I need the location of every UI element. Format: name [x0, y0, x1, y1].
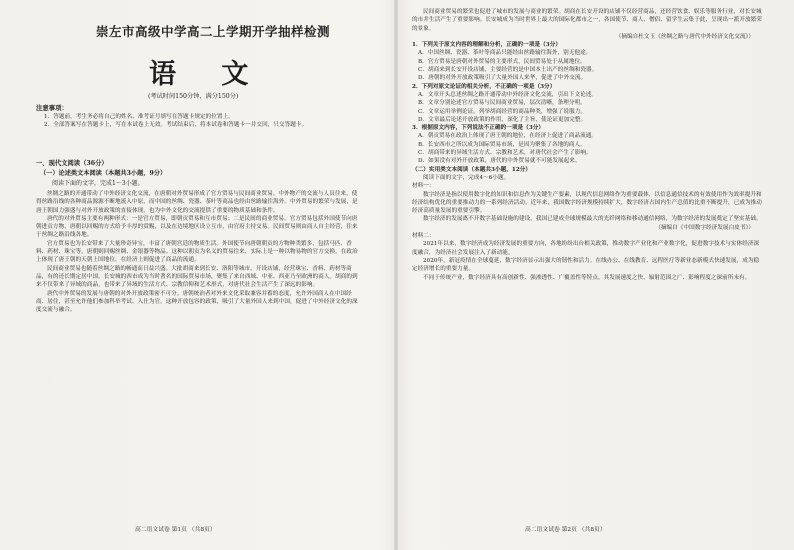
subject-title: 语 文 — [149, 59, 267, 90]
material-paragraph: 数字经济是指以使用数字化的知识和信息作为关键生产要素，以现代信息网络作为重要载体，以信息通信技术的有效使用作为效率提升和经济结构优化的重要推动力的一系列经济活动。近年来，我国数字经济规模持续扩大，数字经济占国内生产总值的比重不断提升，已成为推动经济高质量发展的重要引擎。 — [412, 191, 762, 215]
passage-paragraph: 唐代中外贸易的发展与唐朝的对外开放政策密不可分。唐朝统治者对外来文化采取兼容并蓄的态度，允许外国商人在中国经商、居住，甚至允许他们参加科举考试、入仕为官。这种开放包容的政策，吸引了大量外国人来到中国，促进了中外经济文化的深度交流与融合。 — [36, 290, 358, 314]
section-heading: 一、现代文阅读（36分） — [36, 160, 108, 167]
exam-title: 崇左市高级中学高二上学期开学抽样检测 — [96, 24, 331, 39]
passage-paragraph: 丝绸之路的开通带动了中外经济文化交流，在唐朝对外贸易形成了官方贸易与民间商业贸易。中外物产的交流与人员往来，使得丝路沿线的各种商品源源不断地流入中原，而中国的丝绸、瓷器、茶叶等商品也经由丝路输往海外。中外贸易的繁荣与发展，是唐王朝国力强盛与对外开放政策的直接体现，也为中外文化的交流提供了重要的物质基础和条件。 — [36, 191, 358, 214]
material-paragraph: 数字经济的发展离不开数字基础设施的建设。我国已建成全球规模最大的光纤网络和移动通信网络，为数字经济的发展奠定了坚实基础。 — [423, 216, 762, 223]
option: D．文章最后论述开放政策的作用，深化了主旨，使论证更加完整。 — [418, 116, 587, 123]
option: D．唐朝的对外开放政策吸引了大量外国人来华，促进了中外交流。 — [418, 75, 587, 82]
exam-info: (考试时间150分钟，满分150分) — [148, 93, 239, 100]
material-paragraph: 2021年以来，数字经济成为经济发展的重要方向，各地纷纷出台相关政策，推动数字产业化和产业数字化，促进数字技术与实体经济深度融合，为经济社会发展注入了新动能。 — [412, 241, 760, 256]
option: B．长安西市之所以成为国际贸易市场，是因为聚集了各地的商人。 — [418, 141, 586, 148]
option: D．如果没有对外开放政策，唐代的中外贸易就不可能发展起来。 — [418, 158, 581, 165]
material-paragraph: 2020年，新冠疫情在全球蔓延，数字经济显示出强大的韧性和活力。在线办公、在线教育、远程医疗等新业态新模式快速发展，成为稳定经济增长的重要力量。 — [412, 257, 760, 273]
left-page — [0, 0, 392, 550]
material-label: 材料二： — [412, 233, 435, 240]
reading-prompt: 阅读下面的文字，完成1～3小题。 — [52, 180, 144, 187]
passage-paragraph: 唐代的对外贸易主要有两种形式：一是官方贸易，即朝贡贸易和互市贸易；二是民间的商业贸易。官方贸易包括外国使节向唐朝进贡方物，唐朝以回赐的方式给予丰厚的赏赐，以及在边境地区设立互市，由官府主持交易。民间贸易则由商人自主经营，往来于丝绸之路沿线各地。 — [36, 215, 358, 239]
question-2: 2．下列对原文论证的相关分析，不正确的一项是（3分） — [412, 83, 556, 90]
notes-list — [44, 113, 354, 130]
note-item: 2．全部答案写在答题卡上，写在本试卷上无效。考试结束后，将本试卷和答题卡一并交回，只交答题卡。 — [44, 122, 308, 129]
question-1: 1．下列关于原文内容的理解和分析，正确的一项是（3分） — [412, 42, 561, 49]
option: B．文章分别论述官方贸易与民间商业贸易，层次清晰，条理分明。 — [418, 100, 586, 107]
passage-paragraph: 民间商业贸易也随着丝绸之路的畅通而日益兴盛。大批胡商来到长安、洛阳等城市，开设店铺，经营珠宝、香料、药材等商品，有的还长期定居中国。长安城的西市成为当时著名的国际贸易市场，聚集了来自西域、中亚、西亚乃至欧洲的商人。胡商的到来不仅带来了异域的商品，也带来了异域的生活方式、宗教信仰和艺术形式，对唐代社会生活产生了深远的影响。 — [36, 265, 358, 289]
option: C．胡商带来的异域生活方式、宗教和艺术，对唐代社会产生了影响。 — [418, 150, 592, 157]
page-footer: 高二语文试卷 第2页 （共8页） — [525, 527, 606, 533]
material-label: 材料一： — [412, 183, 435, 190]
question-3: 3．根据原文内容，下列说法不正确的一项是（3分） — [412, 125, 545, 132]
source-citation: （摘编自杜文玉《丝绸之路与唐代中外经济文化交流》） — [615, 33, 754, 40]
reading-passage — [36, 190, 358, 314]
reading-prompt: 阅读下面的文字，完成4～6小题。 — [423, 174, 510, 181]
right-column — [412, 8, 762, 282]
note-item: 1．答题前，考生务必将自己的姓名、准考证号填写在答题卡规定的位置上。 — [44, 114, 234, 120]
subsection-heading: （一）论述类文本阅读（本题共3小题，9分） — [40, 170, 167, 177]
passage-paragraph: 官方贸易也为长安带来了大量珍奇异宝，丰富了唐朝宫廷的物质生活。外国使节向唐朝朝贡的方物种类繁多，包括马匹、香料、药材、珠宝等，唐朝则回赐丝绸、金银器等物品。这种以朝贡为名义的贸易往来，实际上是一种以物易物的官方交换，在政治上体现了唐王朝的天朝上国地位，在经济上则促进了商品的流通。 — [36, 240, 358, 264]
page-fold — [394, 0, 398, 550]
option: B．官方贸易是唐朝对外贸易的主要形式，民间贸易处于从属地位。 — [418, 58, 586, 65]
option: C．胡商来到长安开设店铺，主要经营的是中国本土出产的丝绸和瓷器。 — [418, 67, 598, 74]
passage-paragraph: 民间商业贸易的繁荣也促进了城市的发展与商业的繁荣。胡商在长安开设的店铺不仅经营商品，还经营饮食、娱乐等服务行业，对长安城的市井生活产生了重要影响。长安城成为当时世界上最大的国际化都市之一，各国使节、商人、僧侣、留学生云集于此，呈现出一派开放繁荣的景象。 — [412, 9, 762, 32]
notes-heading: 注意事项： — [36, 104, 68, 112]
page-footer: 高二语文试卷 第1页 （共8页） — [135, 527, 216, 533]
subsection-heading: （二）实用类文本阅读（本题共3小题，12分） — [412, 166, 532, 173]
source-citation: （摘编自《中国数字经济发展白皮书》） — [655, 224, 754, 231]
option: A．中国丝绸、瓷器、茶叶等商品只能经由丝路输往海外，别无他途。 — [418, 50, 592, 57]
option: C．文章运用举例论证，列举胡商经营的商品种类，增强了说服力。 — [418, 108, 586, 115]
material-paragraph: 不同于传统产业，数字经济具有高创新性、强渗透性、广覆盖性等特点，其发展速度之快、辐射范围之广、影响程度之深前所未有。 — [423, 274, 751, 281]
option: A．文章开头总述丝绸之路开通带动中外经济文化交流，引出下文论述。 — [418, 91, 598, 98]
option: A．朝贡贸易在政治上体现了唐王朝的地位，在经济上促进了商品流通。 — [418, 133, 598, 140]
right-page — [400, 0, 794, 550]
